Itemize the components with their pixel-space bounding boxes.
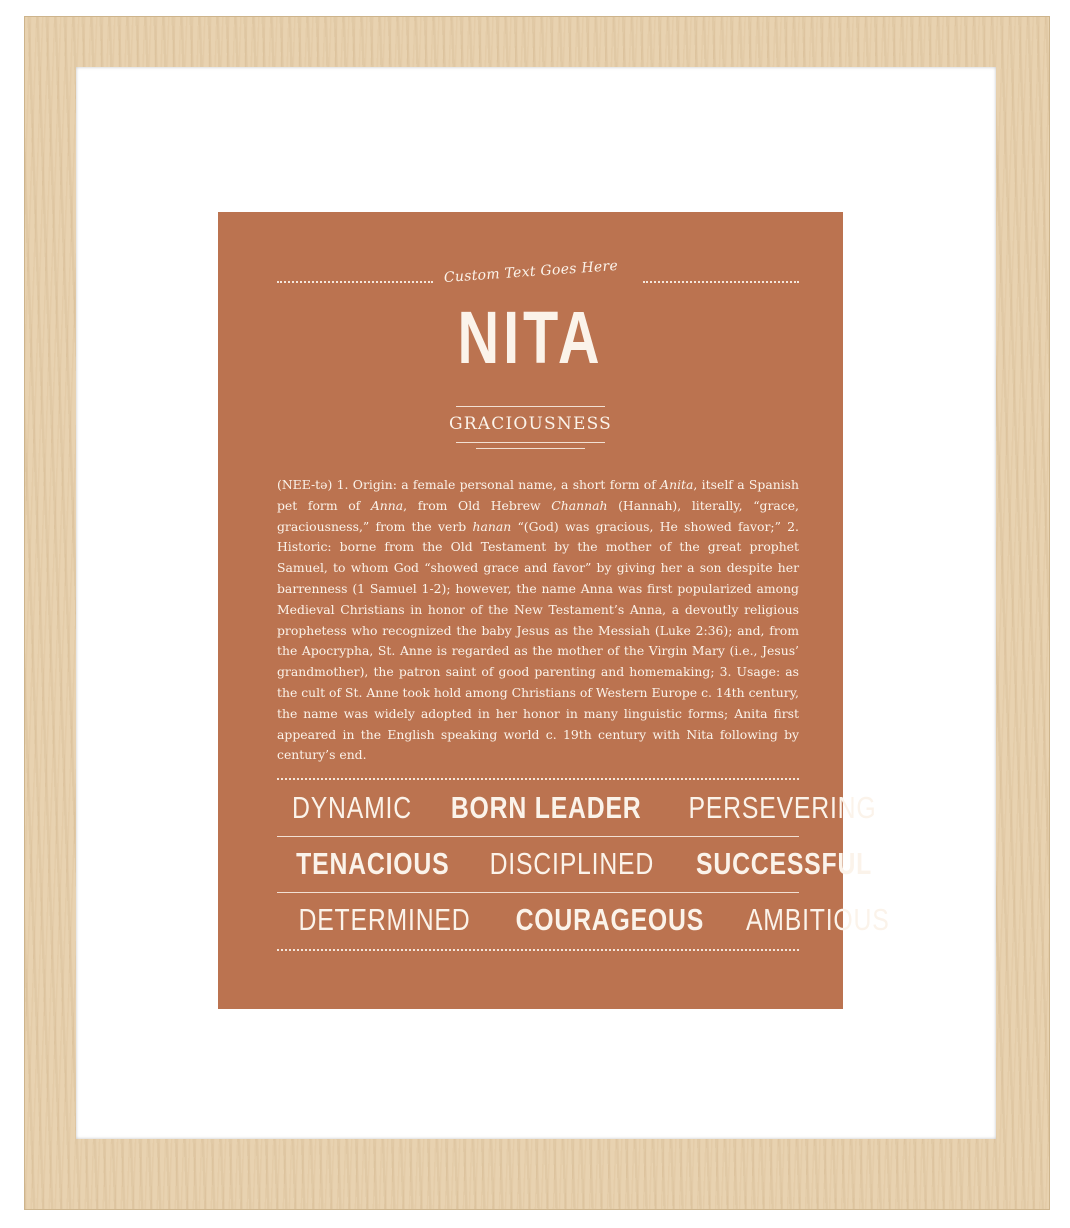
name-definition [277, 475, 799, 766]
custom-text: Custom Text Goes Here [443, 257, 619, 287]
trait: TENACIOUS [296, 846, 450, 881]
definition-text: (NEE-tə) 1. Origin: a female personal name, a short form of [277, 477, 661, 492]
trait: DISCIPLINED [489, 846, 654, 881]
definition-italic-word: hanan [472, 518, 512, 534]
definition-italic-word: Anna [370, 497, 404, 513]
name-print [218, 212, 890, 1009]
meaning-bottom-rule [456, 442, 605, 443]
definition-text: (Hannah), literally, “grace, graciousness,” from the verb [277, 497, 799, 534]
trait-row-2 [277, 846, 873, 882]
definition-text: , from Old Hebrew [403, 497, 552, 513]
trait: DYNAMIC [291, 790, 412, 825]
top-right-dotted-divider [643, 281, 799, 283]
trait: COURAGEOUS [515, 902, 705, 937]
trait: AMBITIOUS [745, 902, 890, 937]
top-left-dotted-divider [277, 281, 433, 283]
trait-row-divider [277, 892, 799, 893]
trait-row-1 [277, 790, 877, 826]
trait: DETERMINED [298, 902, 471, 937]
trait: SUCCESSFUL [696, 846, 873, 881]
meaning-top-rule [456, 406, 605, 407]
trait-row-3 [277, 902, 890, 938]
trait: BORN LEADER [450, 790, 642, 825]
definition-italic-word: Anita [660, 477, 694, 492]
name-meaning: GRACIOUSNESS [449, 414, 612, 434]
definition-text: , itself a Spanish pet form of [277, 477, 799, 513]
trait: PERSEVERING [688, 790, 877, 825]
meaning-bottom-rule-short [476, 448, 585, 449]
definition-italic-word: Channah [551, 497, 608, 513]
traits-top-dotted-divider [277, 778, 799, 780]
trait-row-divider [277, 836, 799, 837]
traits-bottom-dotted-divider [277, 949, 799, 951]
definition-text: “(God) was gracious, He showed favor;” 2. Historic: borne from the Old Testament by the mother of the great prophet Samuel, to whom God “showed grace and favor” by giving her a son despite her barrenness (1 Samuel 1-2); however, the name Anna was first popularized among Medieval Christians in honor of the New Testament’s Anna, a devoutly religious prophetess who recognized the baby Jesus as the Messiah (Luke 2:36); and, from the Apocrypha, St. Anne is regarded as the mother of the Virgin Mary (i.e., Jesus’ grandmother), the patron saint of good parenting and homemaking; 3. Usage: as the cult of St. Anne took hold among Christians of Western Europe c. 14th century, the name was widely adopted in her honor in many linguistic forms; Anita first appeared in the English speaking world c. 19th century with Nita following by century’s end. [277, 518, 799, 763]
name-title: NITA [457, 296, 604, 379]
